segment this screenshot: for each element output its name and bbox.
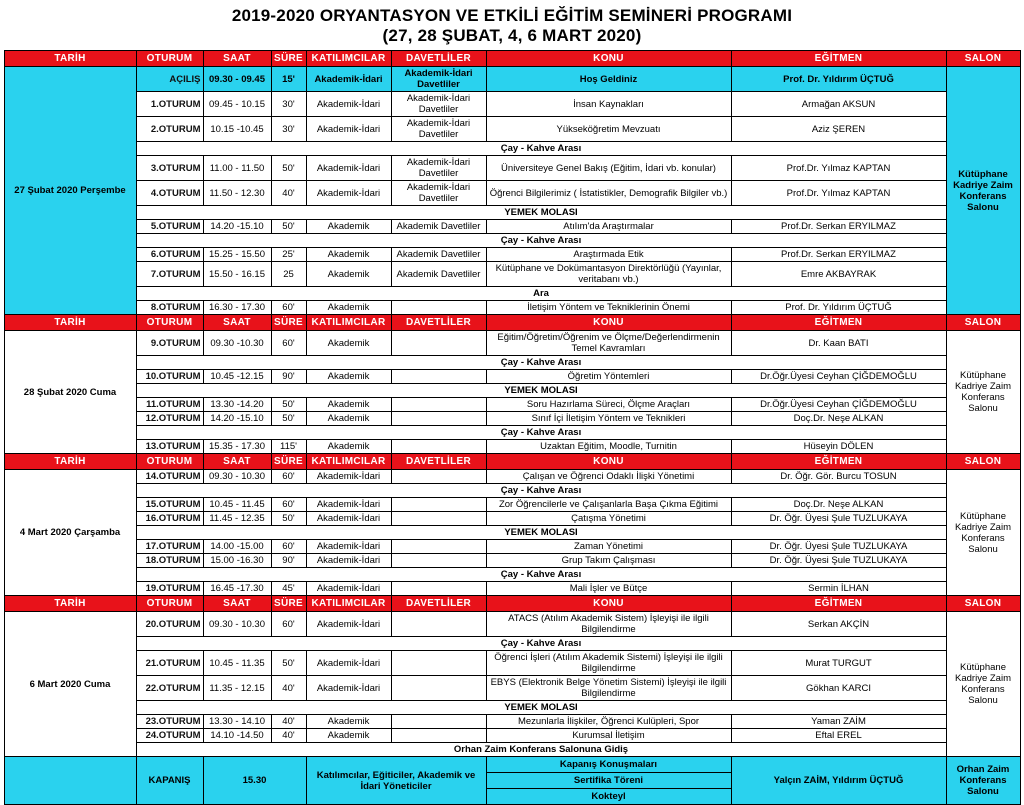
session-time: 13.30 - 14.10: [203, 715, 271, 729]
session-time: 11.50 - 12.30: [203, 181, 271, 206]
session-duration: 60': [271, 612, 306, 637]
session-time: 10.15 -10.45: [203, 117, 271, 142]
column-header-2: SAAT: [203, 315, 271, 331]
column-header-8: SALON: [946, 454, 1020, 470]
session-time: 09.45 - 10.15: [203, 92, 271, 117]
session-invitees: Akademik-İdari Davetliler: [391, 117, 486, 142]
session-trainer: Prof. Dr. Yıldırım ÜÇTUĞ: [731, 301, 946, 315]
break-row: [4, 356, 1020, 370]
session-participants: Akademik-İdari: [306, 181, 391, 206]
session-topic: Öğretim Yöntemleri: [486, 370, 731, 384]
session-duration: 60': [271, 331, 306, 356]
session-trainer: Dr.Öğr.Üyesi Ceyhan ÇİĞDEMOĞLU: [731, 370, 946, 384]
closing-name: KAPANIŞ: [136, 757, 203, 805]
session-row: [4, 301, 1020, 315]
column-header-row: [4, 596, 1020, 612]
session-invitees: Akademik Davetliler: [391, 262, 486, 287]
session-participants: Akademik-İdari: [306, 117, 391, 142]
session-participants: Akademik-İdari: [306, 540, 391, 554]
session-participants: Akademik: [306, 729, 391, 743]
session-participants: Akademik-İdari: [306, 582, 391, 596]
closing-topics: [486, 757, 731, 805]
session-name: 11.OTURUM: [136, 398, 203, 412]
break-row: [4, 701, 1020, 715]
session-name: 3.OTURUM: [136, 156, 203, 181]
session-topic: ATACS (Atılım Akademik Sistem) İşleyişi ile ilgili Bilgilendirme: [486, 612, 731, 637]
day-venue: Kütüphane Kadriye Zaim Konferans Salonu: [946, 331, 1020, 454]
session-topic: Üniversiteye Genel Bakış (Eğitim, İdari vb. konular): [486, 156, 731, 181]
session-trainer: Prof.Dr. Yılmaz KAPTAN: [731, 181, 946, 206]
session-trainer: Sermin İLHAN: [731, 582, 946, 596]
column-header-0: TARİH: [4, 454, 136, 470]
column-header-5: DAVETLİLER: [391, 315, 486, 331]
session-participants: Akademik-İdari: [306, 67, 391, 92]
session-invitees: Akademik Davetliler: [391, 220, 486, 234]
session-participants: Akademik-İdari: [306, 92, 391, 117]
session-trainer: Doç.Dr. Neşe ALKAN: [731, 412, 946, 426]
session-trainer: Prof.Dr. Serkan ERYILMAZ: [731, 248, 946, 262]
session-row: [4, 220, 1020, 234]
session-topic: Grup Takım Çalışması: [486, 554, 731, 568]
session-row: [4, 370, 1020, 384]
closing-spacer: [4, 757, 136, 805]
session-topic: Uzaktan Eğitim, Moodle, Turnitin: [486, 440, 731, 454]
column-header-3: SÜRE: [271, 51, 306, 67]
session-duration: 60': [271, 470, 306, 484]
session-invitees: [391, 412, 486, 426]
session-row: [4, 715, 1020, 729]
column-header-row: [4, 454, 1020, 470]
session-row: [4, 331, 1020, 356]
session-name: 10.OTURUM: [136, 370, 203, 384]
session-duration: 40': [271, 729, 306, 743]
session-duration: 30': [271, 117, 306, 142]
session-duration: 50': [271, 156, 306, 181]
session-time: 16.45 -17.30: [203, 582, 271, 596]
session-invitees: Akademik-İdari Davetliler: [391, 67, 486, 92]
session-invitees: [391, 540, 486, 554]
session-time: 14.00 -15.00: [203, 540, 271, 554]
break-row: [4, 426, 1020, 440]
break-label: YEMEK MOLASI: [136, 206, 946, 220]
day-date: 28 Şubat 2020 Cuma: [4, 331, 136, 454]
column-header-4: KATILIMCILAR: [306, 51, 391, 67]
session-topic: Mali İşler ve Bütçe: [486, 582, 731, 596]
session-name: 17.OTURUM: [136, 540, 203, 554]
session-row: [4, 651, 1020, 676]
session-row: [4, 262, 1020, 287]
session-topic: Öğrenci Bilgilerimiz ( İstatistikler, Demografik Bilgiler vb.): [486, 181, 731, 206]
column-header-0: TARİH: [4, 315, 136, 331]
break-label: Ara: [136, 287, 946, 301]
session-row: [4, 512, 1020, 526]
session-invitees: [391, 512, 486, 526]
session-invitees: Akademik-İdari Davetliler: [391, 92, 486, 117]
session-row: [4, 412, 1020, 426]
session-invitees: [391, 470, 486, 484]
session-time: 10.45 - 11.45: [203, 498, 271, 512]
session-row: [4, 498, 1020, 512]
session-duration: 60': [271, 301, 306, 315]
session-row: [4, 540, 1020, 554]
session-trainer: Dr.Öğr.Üyesi Ceyhan ÇİĞDEMOĞLU: [731, 398, 946, 412]
session-time: 09.30 - 10.30: [203, 470, 271, 484]
session-trainer: Emre AKBAYRAK: [731, 262, 946, 287]
closing-time: 15.30: [203, 757, 306, 805]
session-row: [4, 582, 1020, 596]
break-row: [4, 142, 1020, 156]
session-name: 24.OTURUM: [136, 729, 203, 743]
session-row: [4, 248, 1020, 262]
session-invitees: [391, 498, 486, 512]
break-label: YEMEK MOLASI: [136, 701, 946, 715]
column-header-3: SÜRE: [271, 454, 306, 470]
column-header-4: KATILIMCILAR: [306, 315, 391, 331]
session-duration: 90': [271, 554, 306, 568]
column-header-2: SAAT: [203, 454, 271, 470]
session-trainer: Prof. Dr. Yıldırım ÜÇTUĞ: [731, 67, 946, 92]
session-name: 16.OTURUM: [136, 512, 203, 526]
break-row: [4, 384, 1020, 398]
session-topic: Eğitim/Öğretim/Öğrenim ve Ölçme/Değerlendirmenin Temel Kavramları: [486, 331, 731, 356]
day-venue: Kütüphane Kadriye Zaim Konferans Salonu: [946, 470, 1020, 596]
session-name: 21.OTURUM: [136, 651, 203, 676]
session-time: 11.35 - 12.15: [203, 676, 271, 701]
break-row: [4, 234, 1020, 248]
document-title: [2, 6, 1022, 46]
session-duration: 50': [271, 651, 306, 676]
session-topic: Çalışan ve Öğrenci Odaklı İlişki Yönetimi: [486, 470, 731, 484]
column-header-3: SÜRE: [271, 596, 306, 612]
column-header-4: KATILIMCILAR: [306, 596, 391, 612]
session-participants: Akademik-İdari: [306, 651, 391, 676]
column-header-0: TARİH: [4, 51, 136, 67]
column-header-7: EĞİTMEN: [731, 51, 946, 67]
session-trainer: Dr. Kaan BATI: [731, 331, 946, 356]
day-date: 4 Mart 2020 Çarşamba: [4, 470, 136, 596]
session-time: 15.25 - 15.50: [203, 248, 271, 262]
break-label: YEMEK MOLASI: [136, 526, 946, 540]
column-header-5: DAVETLİLER: [391, 596, 486, 612]
column-header-2: SAAT: [203, 51, 271, 67]
session-invitees: [391, 715, 486, 729]
day-venue: Kütüphane Kadriye Zaim Konferans Salonu: [946, 67, 1020, 315]
session-row: [4, 440, 1020, 454]
session-name: 18.OTURUM: [136, 554, 203, 568]
session-row: [4, 67, 1020, 92]
session-invitees: [391, 554, 486, 568]
session-trainer: Prof.Dr. Serkan ERYILMAZ: [731, 220, 946, 234]
session-topic: Zor Öğrencilerle ve Çalışanlarla Başa Çıkma Eğitimi: [486, 498, 731, 512]
session-name: 22.OTURUM: [136, 676, 203, 701]
column-header-row: [4, 51, 1020, 67]
session-invitees: [391, 582, 486, 596]
session-time: 14.20 -15.10: [203, 220, 271, 234]
session-participants: Akademik: [306, 248, 391, 262]
session-invitees: [391, 612, 486, 637]
break-label: Çay - Kahve Arası: [136, 484, 946, 498]
closing-topic-line: Kokteyl: [591, 791, 626, 802]
break-label: YEMEK MOLASI: [136, 384, 946, 398]
closing-participants: Katılımcılar, Eğiticiler, Akademik ve İdari Yöneticiler: [306, 757, 486, 805]
day-venue: Kütüphane Kadriye Zaim Konferans Salonu: [946, 612, 1020, 757]
session-participants: Akademik: [306, 370, 391, 384]
break-label: Çay - Kahve Arası: [136, 637, 946, 651]
break-row: [4, 287, 1020, 301]
session-row: [4, 92, 1020, 117]
break-label: Çay - Kahve Arası: [136, 426, 946, 440]
session-participants: Akademik-İdari: [306, 676, 391, 701]
session-topic: Mezunlarla İlişkiler, Öğrenci Kulüpleri, Spor: [486, 715, 731, 729]
session-trainer: Dr. Öğr. Üyesi Şule TUZLUKAYA: [731, 554, 946, 568]
session-invitees: Akademik-İdari Davetliler: [391, 181, 486, 206]
column-header-4: KATILIMCILAR: [306, 454, 391, 470]
session-time: 15.00 -16.30: [203, 554, 271, 568]
session-duration: 25': [271, 248, 306, 262]
session-topic: Zaman Yönetimi: [486, 540, 731, 554]
column-header-8: SALON: [946, 596, 1020, 612]
closing-topic-line: Sertifika Töreni: [487, 773, 731, 789]
session-participants: Akademik: [306, 331, 391, 356]
session-duration: 15': [271, 67, 306, 92]
session-trainer: Aziz ŞEREN: [731, 117, 946, 142]
column-header-6: KONU: [486, 315, 731, 331]
column-header-5: DAVETLİLER: [391, 454, 486, 470]
break-label: Çay - Kahve Arası: [136, 568, 946, 582]
break-row: [4, 526, 1020, 540]
session-invitees: [391, 301, 486, 315]
schedule-body: [4, 51, 1020, 805]
session-participants: Akademik: [306, 398, 391, 412]
session-participants: Akademik-İdari: [306, 512, 391, 526]
session-duration: 30': [271, 92, 306, 117]
break-row: [4, 743, 1020, 757]
session-participants: Akademik: [306, 412, 391, 426]
session-time: 11.45 - 12.35: [203, 512, 271, 526]
break-row: [4, 206, 1020, 220]
session-participants: Akademik: [306, 715, 391, 729]
day-date: 27 Şubat 2020 Perşembe: [4, 67, 136, 315]
title-line-1: 2019-2020 ORYANTASYON VE ETKİLİ EĞİTİM SEMİNERİ PROGRAMI: [231, 6, 793, 25]
session-duration: 25: [271, 262, 306, 287]
column-header-1: OTURUM: [136, 315, 203, 331]
session-time: 15.50 - 16.15: [203, 262, 271, 287]
column-header-1: OTURUM: [136, 454, 203, 470]
session-trainer: Dr. Öğr. Üyesi Şule TUZLUKAYA: [731, 540, 946, 554]
session-name: 15.OTURUM: [136, 498, 203, 512]
session-participants: Akademik: [306, 262, 391, 287]
session-participants: Akademik: [306, 440, 391, 454]
break-row: [4, 484, 1020, 498]
session-trainer: Hüseyin DÖLEN: [731, 440, 946, 454]
session-invitees: Akademik Davetliler: [391, 248, 486, 262]
session-topic: Soru Hazırlama Süreci, Ölçme Araçları: [486, 398, 731, 412]
session-topic: Öğrenci İşleri (Atılım Akademik Sistemi) İşleyişi ile ilgili Bilgilendirme: [486, 651, 731, 676]
column-header-5: DAVETLİLER: [391, 51, 486, 67]
session-participants: Akademik-İdari: [306, 156, 391, 181]
session-topic: Araştırmada Etik: [486, 248, 731, 262]
session-invitees: [391, 331, 486, 356]
session-participants: Akademik-İdari: [306, 498, 391, 512]
session-topic: Sınıf İçi İletişim Yöntem ve Teknikleri: [486, 412, 731, 426]
session-topic: İletişim Yöntem ve Tekniklerinin Önemi: [486, 301, 731, 315]
session-duration: 45': [271, 582, 306, 596]
session-duration: 40': [271, 676, 306, 701]
column-header-7: EĞİTMEN: [731, 596, 946, 612]
column-header-7: EĞİTMEN: [731, 454, 946, 470]
session-invitees: [391, 440, 486, 454]
session-time: 14.20 -15.10: [203, 412, 271, 426]
session-name: 19.OTURUM: [136, 582, 203, 596]
session-name: 14.OTURUM: [136, 470, 203, 484]
column-header-1: OTURUM: [136, 596, 203, 612]
break-label: Çay - Kahve Arası: [136, 356, 946, 370]
closing-row: [4, 757, 1020, 805]
session-row: [4, 612, 1020, 637]
session-duration: 50': [271, 398, 306, 412]
session-topic: Yükseköğretim Mevzuatı: [486, 117, 731, 142]
session-time: 09.30 -10.30: [203, 331, 271, 356]
session-trainer: Yaman ZAİM: [731, 715, 946, 729]
session-duration: 115': [271, 440, 306, 454]
session-name: 23.OTURUM: [136, 715, 203, 729]
session-time: 14.10 -14.50: [203, 729, 271, 743]
session-trainer: Doç.Dr. Neşe ALKAN: [731, 498, 946, 512]
session-participants: Akademik-İdari: [306, 554, 391, 568]
session-time: 11.00 - 11.50: [203, 156, 271, 181]
session-row: [4, 156, 1020, 181]
closing-trainer: Yalçın ZAİM, Yıldırım ÜÇTUĞ: [731, 757, 946, 805]
session-row: [4, 729, 1020, 743]
session-time: 09.30 - 10.30: [203, 612, 271, 637]
session-trainer: Dr. Öğr. Üyesi Şule TUZLUKAYA: [731, 512, 946, 526]
column-header-1: OTURUM: [136, 51, 203, 67]
session-duration: 60': [271, 498, 306, 512]
session-trainer: Dr. Öğr. Gör. Burcu TOSUN: [731, 470, 946, 484]
session-row: [4, 470, 1020, 484]
session-name: 12.OTURUM: [136, 412, 203, 426]
session-name: 1.OTURUM: [136, 92, 203, 117]
session-trainer: Serkan AKÇİN: [731, 612, 946, 637]
session-time: 10.45 -12.15: [203, 370, 271, 384]
closing-venue: Orhan Zaim Konferans Salonu: [946, 757, 1020, 805]
session-trainer: Armağan AKSUN: [731, 92, 946, 117]
session-name: 2.OTURUM: [136, 117, 203, 142]
session-name: 7.OTURUM: [136, 262, 203, 287]
session-row: [4, 554, 1020, 568]
session-participants: Akademik: [306, 301, 391, 315]
session-invitees: [391, 398, 486, 412]
session-trainer: Murat TURGUT: [731, 651, 946, 676]
column-header-8: SALON: [946, 315, 1020, 331]
session-invitees: [391, 676, 486, 701]
session-name: 13.OTURUM: [136, 440, 203, 454]
session-name: AÇILIŞ: [136, 67, 203, 92]
column-header-7: EĞİTMEN: [731, 315, 946, 331]
session-topic: Kurumsal İletişim: [486, 729, 731, 743]
session-name: 4.OTURUM: [136, 181, 203, 206]
session-invitees: Akademik-İdari Davetliler: [391, 156, 486, 181]
session-duration: 50': [271, 512, 306, 526]
column-header-row: [4, 315, 1020, 331]
column-header-8: SALON: [946, 51, 1020, 67]
session-duration: 50': [271, 220, 306, 234]
session-participants: Akademik: [306, 220, 391, 234]
column-header-2: SAAT: [203, 596, 271, 612]
session-invitees: [391, 729, 486, 743]
session-duration: 50': [271, 412, 306, 426]
session-time: 09.30 - 09.45: [203, 67, 271, 92]
session-trainer: Prof.Dr. Yılmaz KAPTAN: [731, 156, 946, 181]
session-name: 9.OTURUM: [136, 331, 203, 356]
day-date: 6 Mart 2020 Cuma: [4, 612, 136, 757]
session-name: 6.OTURUM: [136, 248, 203, 262]
schedule-table: [4, 50, 1021, 805]
session-participants: Akademik-İdari: [306, 470, 391, 484]
column-header-3: SÜRE: [271, 315, 306, 331]
session-trainer: Eftal EREL: [731, 729, 946, 743]
break-label: Çay - Kahve Arası: [136, 142, 946, 156]
column-header-6: KONU: [486, 51, 731, 67]
session-trainer: Gökhan KARCI: [731, 676, 946, 701]
break-row: [4, 637, 1020, 651]
session-topic: EBYS (Elektronik Belge Yönetim Sistemi) İşleyişi ile ilgili Bilgilendirme: [486, 676, 731, 701]
session-row: [4, 117, 1020, 142]
session-time: 16.30 - 17.30: [203, 301, 271, 315]
session-row: [4, 676, 1020, 701]
column-header-0: TARİH: [4, 596, 136, 612]
session-duration: 40': [271, 181, 306, 206]
session-name: 8.OTURUM: [136, 301, 203, 315]
session-topic: Atılım'da Araştırmalar: [486, 220, 731, 234]
session-duration: 40': [271, 715, 306, 729]
session-name: 5.OTURUM: [136, 220, 203, 234]
session-invitees: [391, 651, 486, 676]
break-label: Çay - Kahve Arası: [136, 234, 946, 248]
session-invitees: [391, 370, 486, 384]
column-header-6: KONU: [486, 596, 731, 612]
break-row: [4, 568, 1020, 582]
session-duration: 90': [271, 370, 306, 384]
session-topic: Çatışma Yönetimi: [486, 512, 731, 526]
session-time: 10.45 - 11.35: [203, 651, 271, 676]
title-line-2: (27, 28 ŞUBAT, 4, 6 MART 2020): [382, 26, 642, 45]
session-topic: İnsan Kaynakları: [486, 92, 731, 117]
column-header-6: KONU: [486, 454, 731, 470]
session-participants: Akademik-İdari: [306, 612, 391, 637]
break-label: Orhan Zaim Konferans Salonuna Gidiş: [136, 743, 946, 757]
closing-topic-line: Kapanış Konuşmaları: [487, 757, 731, 773]
session-row: [4, 398, 1020, 412]
session-topic: Hoş Geldiniz: [486, 67, 731, 92]
session-name: 20.OTURUM: [136, 612, 203, 637]
session-duration: 60': [271, 540, 306, 554]
session-row: [4, 181, 1020, 206]
session-topic: Kütüphane ve Dokümantasyon Direktörlüğü (Yayınlar, veritabanı vb.): [486, 262, 731, 287]
session-time: 13.30 -14.20: [203, 398, 271, 412]
session-time: 15.35 - 17.30: [203, 440, 271, 454]
